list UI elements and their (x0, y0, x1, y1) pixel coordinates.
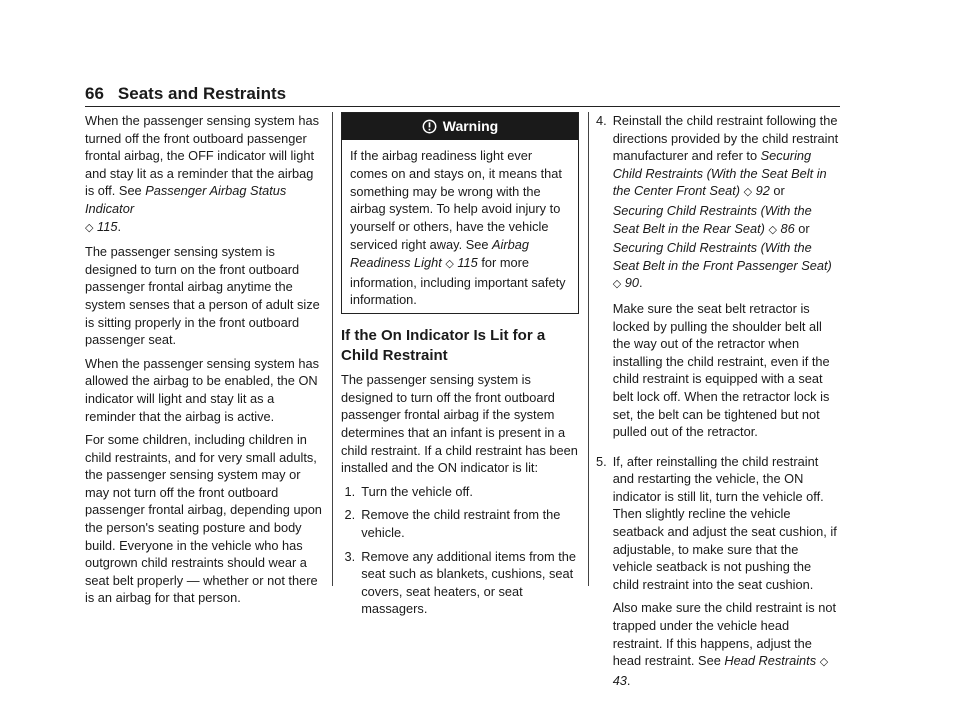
column-divider-left (332, 112, 333, 586)
list-item: 3. Remove any additional items from the seat such as blankets, cushions, seat covers, seat heaters, or seat massagers. (341, 548, 577, 617)
page-number: 66 (85, 84, 104, 103)
page-number-ref[interactable]: 92 (755, 183, 770, 199)
warning-box (341, 112, 579, 314)
list-item: 2. Remove the child restraint from the vehicle. (341, 507, 561, 540)
paragraph-on-indicator: When the passenger sensing system has allowed the airbag to be enabled, the ON indicator will light and stay lit as a reminder that the airbag is active. (85, 355, 320, 424)
page-number-ref[interactable]: 86 (780, 220, 795, 236)
list-item: 5. If, after reinstalling the child restraint and restarting the vehicle, the ON indicator is still lit, turn the vehicle off. Then slightly recline the vehicle seatback and adjust the seat cushion, if adjustable, to make sure that the vehicle seatback is not pushing the child restraint into the seat cushion. Also make sure the child restraint is not trapped under the vehicle head restraint. If this happens, adjust the head restraint. See Head Restraints ◇ 43. (596, 453, 840, 696)
step-4-text: Reinstall the child restraint following the directions provided by the child restraint manufacturer and refer to Securing Child Restraints (With the Seat Belt in the Center Front Seat) ◇ 92 or Securing Child Restraints (With the Seat Belt in the Rear Seat) ◇ 86 or Securing Child Restraints (With the Seat Belt in the Front Passenger Seat) ◇ 90. (612, 113, 839, 291)
page-ref-icon: ◇ (612, 278, 622, 291)
cross-reference-link[interactable]: Securing Child Restraints (With the Seat Belt in the Center Front Seat) (612, 148, 827, 199)
step-4-retractor-note: Make sure the seat belt retractor is locked by pulling the shoulder belt all the way out of the retractor when installing the child restraint, even if the child restraint is equipped with a seat belt lock off. When the retractor lock is set, the belt can be tightened but not pulled out of the retractor. (612, 300, 830, 440)
column-right (596, 112, 840, 701)
page-ref-icon: ◇ (85, 221, 94, 234)
section-subheading: If the On Indicator Is Lit for a Child Restraint (341, 327, 546, 365)
step-5-text: If, after reinstalling the child restraint and restarting the vehicle, the ON indicator is still lit, turn the vehicle off. Then slightly recline the vehicle seatback and adjust the seat cushion, if adjustable, to make sure that the vehicle seatback is not pushing the child restraint into the seat cushion. (612, 453, 837, 592)
page-number-ref[interactable]: 43 (612, 672, 627, 688)
page-header (85, 84, 840, 106)
paragraph-children: For some children, including children in child restraints, and for very small adults, the passenger sensing system may or may not turn off the front outboard passenger frontal airbag, depending upon the person's seating posture and body build. Everyone in the vehicle who has outgrown child restraints should wear a seat belt properly — whether or not there is an airbag for that person. (85, 432, 322, 606)
column-left (85, 112, 325, 613)
page-ref-icon: ◇ (445, 257, 454, 270)
cross-reference-link[interactable]: Airbag Readiness Light (350, 236, 530, 270)
list-item: 1. Turn the vehicle off. (341, 483, 473, 499)
cross-reference-link[interactable]: Securing Child Restraints (With the Seat Belt in the Front Passenger Seat) (612, 240, 832, 273)
page-ref-icon: ◇ (743, 186, 753, 199)
list-item: 4. Reinstall the child restraint following the directions provided by the child restraint manufacturer and refer to Securing Child Restraints (With the Seat Belt in the Center Front Seat) ◇ 92 or Securing Child Restraints (With the Seat Belt in the Rear Seat) ◇ 86 or Securing Child Restraints (With the Seat Belt in the Front Passenger Seat) ◇ 90. Make sure the seat belt retractor is locked by pulling the shoulder belt all the way out of the retractor when installing the child restraint, even if the child restraint is equipped with a seat belt lock off. When the retractor lock is set, the belt can be tightened but not pulled out of the retractor. (596, 113, 839, 440)
page-number-ref[interactable]: 90 (624, 275, 639, 291)
column-middle (341, 112, 579, 624)
page-ref-icon: ◇ (768, 223, 777, 236)
paragraph-intro: The passenger sensing system is designed to turn off the front outboard passenger frontal airbag if the system determines that an infant is present in a child restraint. If a child restraint has been installed and the ON indicator is lit: (341, 372, 578, 476)
warning-header (342, 113, 578, 140)
warning-text: If the airbag readiness light ever comes on and stays on, it means that something may be wrong with the airbag system. To help avoid injury to yourself or others, have the vehicle serviced right away. See Airbag Readiness Light ◇ 115 for more information, including important safety information. (350, 148, 566, 308)
warning-icon (422, 119, 437, 134)
warning-title: Warning (442, 117, 499, 134)
section-title: Seats and Restraints (117, 84, 287, 103)
column-divider-right (588, 112, 589, 586)
page-number-ref[interactable]: 115 (457, 254, 478, 270)
paragraph-off-indicator: When the passenger sensing system has turned off the front outboard passenger frontal airbag, the OFF indicator will light and stay lit as a reminder that the airbag is off. See Passenger Airbag Status Indicator ◇ 115. (85, 113, 320, 234)
cross-reference-link[interactable]: Passenger Airbag Status Indicator (85, 183, 287, 216)
cross-reference-link[interactable]: Head Restraints (724, 653, 817, 669)
paragraph-system-design: The passenger sensing system is designed to turn on the front outboard passenger frontal airbag anytime the system senses that a person of adult size is sitting properly in the front outboard passenger seat. (85, 244, 320, 348)
step-5-head-restraint-note: Also make sure the child restraint is not trapped under the vehicle head restraint. If this happens, adjust the head restraint. See Head Restraints ◇ 43. (612, 600, 837, 688)
page-number-ref[interactable]: 115 (97, 218, 118, 234)
header-divider (85, 106, 840, 107)
cross-reference-link[interactable]: Securing Child Restraints (With the Seat Belt in the Rear Seat) (612, 202, 812, 236)
page-ref-icon: ◇ (819, 656, 829, 669)
